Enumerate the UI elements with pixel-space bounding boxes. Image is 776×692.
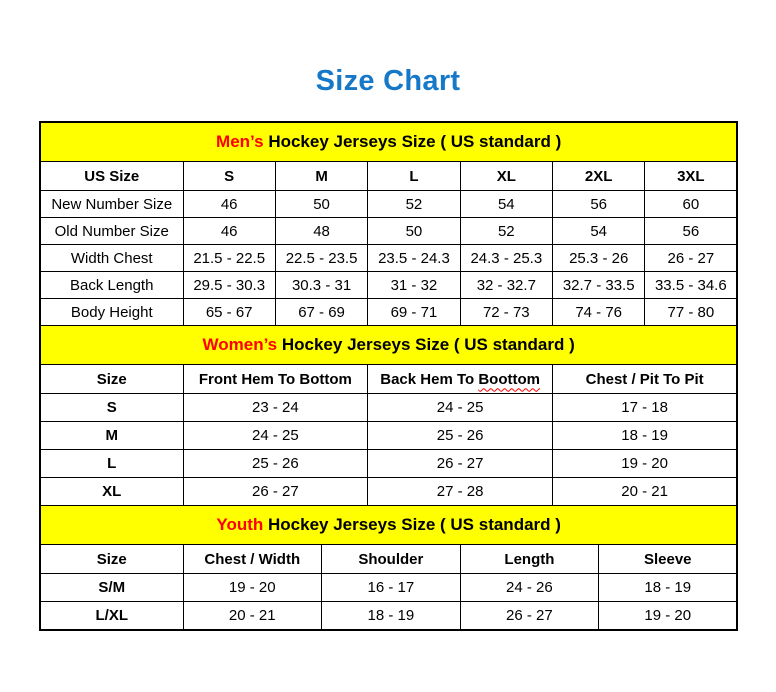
- row-label: L/XL: [40, 602, 183, 630]
- table-cell: 25.3 - 26: [553, 245, 645, 272]
- womens-title-highlight: Women’s: [202, 335, 278, 354]
- mens-section-title: [40, 122, 737, 162]
- youth-title-rest: Hockey Jerseys Size ( US standard ): [263, 515, 561, 534]
- table-cell: 19 - 20: [553, 450, 738, 478]
- column-header: Size: [40, 365, 183, 394]
- table-cell: 50: [275, 191, 367, 218]
- column-header: US Size: [40, 162, 183, 191]
- column-header: Shoulder: [322, 545, 461, 574]
- table-cell: 65 - 67: [183, 299, 275, 326]
- table-cell: 74 - 76: [553, 299, 645, 326]
- table-cell: 23.5 - 24.3: [368, 245, 460, 272]
- table-cell: 26 - 27: [460, 602, 599, 630]
- table-row: [40, 450, 737, 478]
- column-header: M: [275, 162, 367, 191]
- table-cell: 26 - 27: [183, 478, 368, 506]
- table-cell: 72 - 73: [460, 299, 552, 326]
- table-row: [40, 602, 737, 630]
- table-cell: 25 - 26: [368, 422, 553, 450]
- column-header: Size: [40, 545, 183, 574]
- table-cell: 52: [460, 218, 552, 245]
- table-cell: 56: [553, 191, 645, 218]
- mens-title-rest: Hockey Jerseys Size ( US standard ): [263, 132, 562, 151]
- table-cell: 23 - 24: [183, 394, 368, 422]
- table-cell: 31 - 32: [368, 272, 460, 299]
- table-cell: 25 - 26: [183, 450, 368, 478]
- column-header: 2XL: [553, 162, 645, 191]
- table-row: [40, 422, 737, 450]
- page-title: Size Chart: [315, 65, 461, 97]
- column-header: Length: [460, 545, 599, 574]
- table-cell: 60: [645, 191, 737, 218]
- table-row: [40, 478, 737, 506]
- table-cell: 50: [368, 218, 460, 245]
- table-cell: 27 - 28: [368, 478, 553, 506]
- table-cell: 26 - 27: [645, 245, 737, 272]
- table-cell: 24 - 25: [183, 422, 368, 450]
- table-cell: 24 - 26: [460, 574, 599, 602]
- table-cell: 19 - 20: [599, 602, 738, 630]
- youth-section-header-row: [40, 506, 737, 545]
- youth-section-title: [40, 506, 737, 545]
- mens-section-header-row: [40, 122, 737, 162]
- row-label: M: [40, 422, 183, 450]
- row-label: S: [40, 394, 183, 422]
- column-header: 3XL: [645, 162, 737, 191]
- table-cell: 67 - 69: [275, 299, 367, 326]
- size-chart-table: [39, 121, 738, 631]
- table-cell: 46: [183, 218, 275, 245]
- table-row: [40, 299, 737, 326]
- table-cell: 17 - 18: [553, 394, 738, 422]
- table-row: [40, 245, 737, 272]
- row-label: Back Length: [40, 272, 183, 299]
- column-header: L: [368, 162, 460, 191]
- column-header: Front Hem To Bottom: [183, 365, 368, 394]
- table-row: [40, 272, 737, 299]
- womens-column-header-row: [40, 365, 737, 394]
- column-header: XL: [460, 162, 552, 191]
- table-cell: 77 - 80: [645, 299, 737, 326]
- row-label: L: [40, 450, 183, 478]
- table-cell: 22.5 - 23.5: [275, 245, 367, 272]
- column-header-misspelled: [368, 365, 553, 394]
- table-cell: 21.5 - 22.5: [183, 245, 275, 272]
- column-header: Chest / Pit To Pit: [553, 365, 738, 394]
- table-cell: 18 - 19: [599, 574, 738, 602]
- table-cell: 54: [553, 218, 645, 245]
- column-header: S: [183, 162, 275, 191]
- table-cell: 33.5 - 34.6: [645, 272, 737, 299]
- table-cell: 32.7 - 33.5: [553, 272, 645, 299]
- table-row: [40, 394, 737, 422]
- table-cell: 54: [460, 191, 552, 218]
- table-cell: 69 - 71: [368, 299, 460, 326]
- column-header: Chest / Width: [183, 545, 322, 574]
- row-label: New Number Size: [40, 191, 183, 218]
- table-cell: 26 - 27: [368, 450, 553, 478]
- table-row: [40, 574, 737, 602]
- row-label: Body Height: [40, 299, 183, 326]
- womens-section-title: [40, 326, 737, 365]
- row-label: XL: [40, 478, 183, 506]
- table-cell: 20 - 21: [183, 602, 322, 630]
- youth-title-highlight: Youth: [216, 515, 264, 534]
- row-label: Width Chest: [40, 245, 183, 272]
- row-label: Old Number Size: [40, 218, 183, 245]
- table-cell: 24 - 25: [368, 394, 553, 422]
- womens-section-header-row: [40, 326, 737, 365]
- table-cell: 29.5 - 30.3: [183, 272, 275, 299]
- table-cell: 30.3 - 31: [275, 272, 367, 299]
- table-cell: 18 - 19: [553, 422, 738, 450]
- table-cell: 52: [368, 191, 460, 218]
- header-text-prefix: Back Hem To: [380, 370, 479, 388]
- mens-title-highlight: Men’s: [216, 132, 264, 151]
- row-label: S/M: [40, 574, 183, 602]
- table-cell: 48: [275, 218, 367, 245]
- mens-column-header-row: [40, 162, 737, 191]
- table-row: [40, 218, 737, 245]
- table-cell: 16 - 17: [322, 574, 461, 602]
- table-cell: 18 - 19: [322, 602, 461, 630]
- table-cell: 24.3 - 25.3: [460, 245, 552, 272]
- table-cell: 56: [645, 218, 737, 245]
- table-row: [40, 191, 737, 218]
- table-cell: 19 - 20: [183, 574, 322, 602]
- womens-title-rest: Hockey Jerseys Size ( US standard ): [277, 335, 575, 354]
- table-cell: 46: [183, 191, 275, 218]
- column-header: Sleeve: [599, 545, 738, 574]
- youth-column-header-row: [40, 545, 737, 574]
- spellcheck-underlined-word: Boottom: [478, 370, 540, 388]
- table-cell: 20 - 21: [553, 478, 738, 506]
- table-cell: 32 - 32.7: [460, 272, 552, 299]
